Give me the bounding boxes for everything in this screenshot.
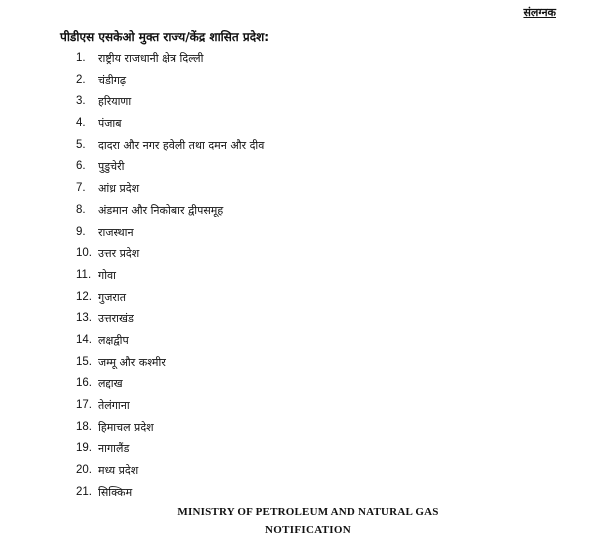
list-item-number: 3. [76, 95, 86, 108]
list-item-number: 1. [76, 52, 86, 64]
list-item-name: हरियाणा [98, 95, 132, 109]
list-item-name: लक्षद्वीप [98, 333, 129, 347]
list-item-number: 9. [76, 225, 86, 238]
list-item-name: आंध्र प्रदेश [98, 182, 140, 196]
list-item-number: 19. [76, 442, 92, 455]
list-item-name: चंडीगढ़ [98, 73, 127, 87]
list-item [76, 70, 264, 92]
list-item-name: राजस्थान [98, 225, 134, 239]
list-item-name: जम्मू और कश्मीर [98, 355, 166, 369]
list-item-number: 6. [76, 160, 86, 173]
list-item-name: गोवा [98, 268, 117, 282]
list-heading: पीडीएस एसकेओ मुक्त राज्य/केंद्र शासित प्रदेश: [60, 30, 270, 44]
list-item-number: 10. [76, 247, 92, 260]
annex-label: संलग्नक [523, 6, 556, 19]
list-item-name: नागालैंड [98, 442, 130, 456]
list-item [76, 48, 264, 70]
list-item [76, 417, 264, 439]
list-item [76, 243, 264, 265]
list-item [76, 200, 264, 222]
list-item-name: हिमाचल प्रदेश [98, 420, 154, 434]
ministry-title: MINISTRY OF PETROLEUM AND NATURAL GAS [177, 506, 439, 518]
list-item [76, 373, 264, 395]
list-item-number: 16. [76, 377, 92, 390]
list-item [76, 352, 264, 374]
list-item-name: उत्तर प्रदेश [98, 247, 140, 261]
notification-title: NOTIFICATION [265, 524, 351, 536]
list-item-number: 14. [76, 333, 92, 346]
list-item-name: मध्य प्रदेश [98, 464, 139, 478]
list-item-name: राष्ट्रीय राजधानी क्षेत्र दिल्ली [98, 52, 204, 65]
list-item-name: उत्तराखंड [98, 312, 134, 326]
list-item-number: 12. [76, 290, 92, 303]
list-item-name: गुजरात [98, 290, 126, 304]
list-item [76, 113, 264, 135]
state-list [76, 48, 264, 503]
list-item [76, 265, 264, 287]
list-item [76, 91, 264, 113]
list-item [76, 308, 264, 330]
list-item [76, 438, 264, 460]
list-item-number: 20. [76, 464, 92, 477]
list-item-name: पंजाब [98, 117, 122, 131]
list-item [76, 482, 264, 504]
list-item-name: तेलंगाना [98, 399, 130, 412]
list-item-number: 2. [76, 73, 86, 86]
list-item-number: 21. [76, 485, 92, 498]
list-item-number: 8. [76, 203, 86, 216]
list-item-name: सिक्किम [98, 485, 133, 499]
list-item-number: 15. [76, 355, 92, 368]
list-item [76, 135, 264, 157]
list-item-name: पुडुचेरी [98, 160, 125, 174]
list-item-name: दादरा और नगर हवेली तथा दमन और दीव [98, 138, 265, 152]
list-item-number: 4. [76, 117, 86, 130]
list-item-number: 18. [76, 420, 92, 433]
list-item-number: 17. [76, 399, 92, 411]
list-item [76, 156, 264, 178]
list-item-name: लद्दाख [98, 377, 123, 391]
list-item [76, 222, 264, 244]
list-item-number: 13. [76, 312, 92, 325]
list-item-name: अंडमान और निकोबार द्वीपसमूह [98, 203, 224, 217]
list-item [76, 330, 264, 352]
list-item-number: 11. [76, 268, 92, 281]
list-item [76, 395, 264, 417]
list-item-number: 7. [76, 182, 86, 195]
list-item [76, 287, 264, 309]
list-item [76, 460, 264, 482]
list-item [76, 178, 264, 200]
list-item-number: 5. [76, 138, 86, 151]
